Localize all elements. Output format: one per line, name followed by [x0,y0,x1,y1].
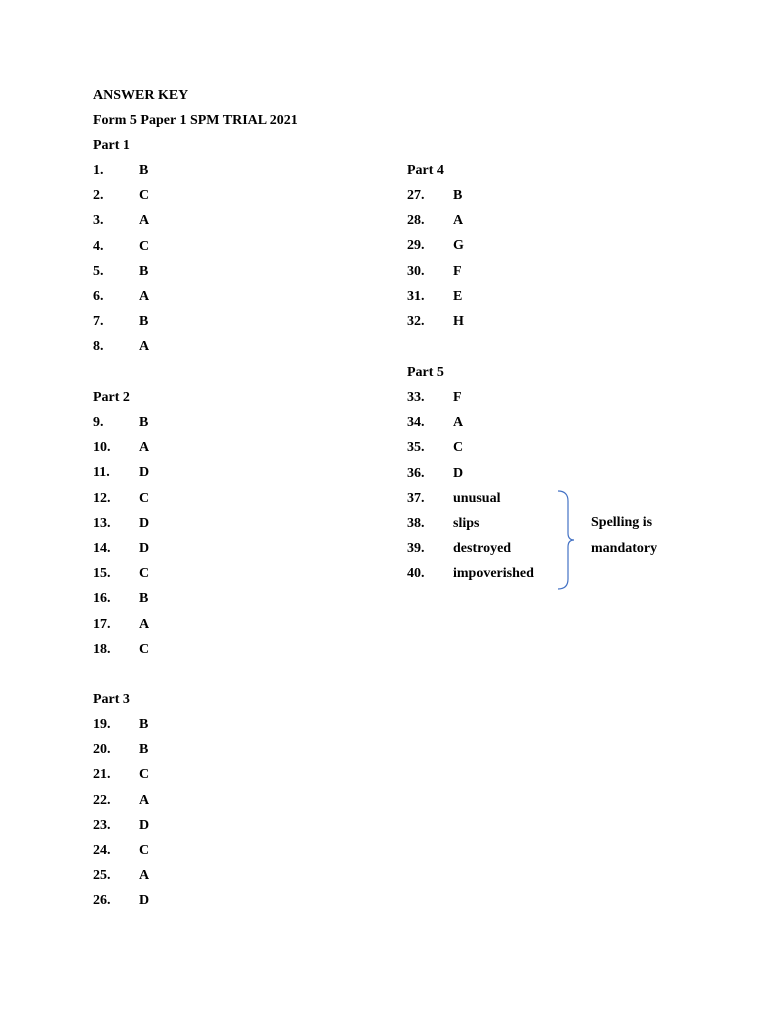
question-number: 26. [93,893,111,909]
question-number: 4. [93,238,104,254]
spelling-note-line-1: Spelling is [591,515,653,530]
answer-value: C [453,440,464,456]
question-number: 40. [407,566,425,582]
part-label: Part 1 [93,138,130,153]
answer-value: B [139,415,149,430]
question-number: 32. [407,314,425,329]
question-number: 33. [407,390,425,405]
question-number: 2. [93,188,104,204]
question-number: 6. [93,289,104,304]
answer-value: B [139,263,149,279]
answer-value: F [453,390,462,405]
answer-value: A [453,213,464,229]
question-number: 16. [93,591,111,607]
answer-value: B [139,163,149,178]
answer-value: slips [453,516,480,531]
question-number: 27. [407,188,425,203]
question-number: 29. [407,238,425,254]
answer-value: D [453,465,464,481]
answer-value: C [139,238,150,254]
answer-value: D [139,817,150,833]
part-label: Part 4 [407,163,444,178]
question-number: 38. [407,516,425,531]
question-number: 25. [93,868,111,884]
question-number: 37. [407,490,425,506]
answer-value: impoverished [453,566,534,582]
question-number: 11. [93,465,110,481]
answer-value: A [139,440,150,456]
answer-value: C [139,843,150,858]
question-number: 9. [93,415,104,430]
answer-value: D [139,515,150,531]
answer-value: E [453,288,463,304]
part-label: Part 2 [93,390,130,405]
question-number: 36. [407,465,425,481]
question-number: 3. [93,213,104,229]
answer-value: B [139,314,149,330]
document-title: ANSWER KEY [93,88,189,103]
answer-value: C [139,641,150,657]
question-number: 10. [93,440,111,456]
answer-value: B [139,591,149,607]
question-number: 14. [93,541,111,556]
answer-value: F [453,263,462,279]
answer-value: A [139,213,150,229]
question-number: 17. [93,616,111,632]
question-number: 19. [93,717,111,732]
question-number: 20. [93,742,111,758]
question-number: 30. [407,263,425,279]
answer-value: H [453,314,464,329]
question-number: 39. [407,541,425,557]
right-brace-icon [556,489,576,591]
answer-value: D [139,465,150,481]
answer-value: C [139,490,150,506]
question-number: 28. [407,213,425,229]
question-number: 13. [93,515,111,531]
answer-value: unusual [453,490,501,506]
part-label: Part 3 [93,692,130,707]
question-number: 1. [93,163,104,178]
question-number: 12. [93,490,111,506]
answer-value: A [139,289,150,304]
answer-value: B [453,188,463,203]
question-number: 24. [93,843,111,858]
question-number: 21. [93,767,111,783]
answer-value: D [139,893,150,909]
answer-value: D [139,541,150,556]
spelling-note-line-2: mandatory [591,541,658,556]
answer-value: C [139,767,150,783]
answer-value: A [139,868,150,884]
question-number: 8. [93,339,104,355]
question-number: 7. [93,314,104,330]
answer-value: destroyed [453,541,512,557]
answer-value: G [453,238,464,254]
document-subtitle: Form 5 Paper 1 SPM TRIAL 2021 [93,113,298,128]
answer-value: A [139,339,150,355]
answer-value: A [139,792,150,808]
answer-value: C [139,566,150,582]
answer-value: B [139,717,149,732]
question-number: 15. [93,566,111,582]
answer-value: A [139,616,150,632]
question-number: 23. [93,817,111,833]
part-label: Part 5 [407,365,444,380]
question-number: 31. [407,288,425,304]
question-number: 5. [93,263,104,279]
question-number: 34. [407,415,425,431]
answer-value: B [139,742,149,758]
question-number: 35. [407,440,425,456]
question-number: 22. [93,792,111,808]
question-number: 18. [93,641,111,657]
answer-value: C [139,188,150,204]
answer-value: A [453,415,464,431]
